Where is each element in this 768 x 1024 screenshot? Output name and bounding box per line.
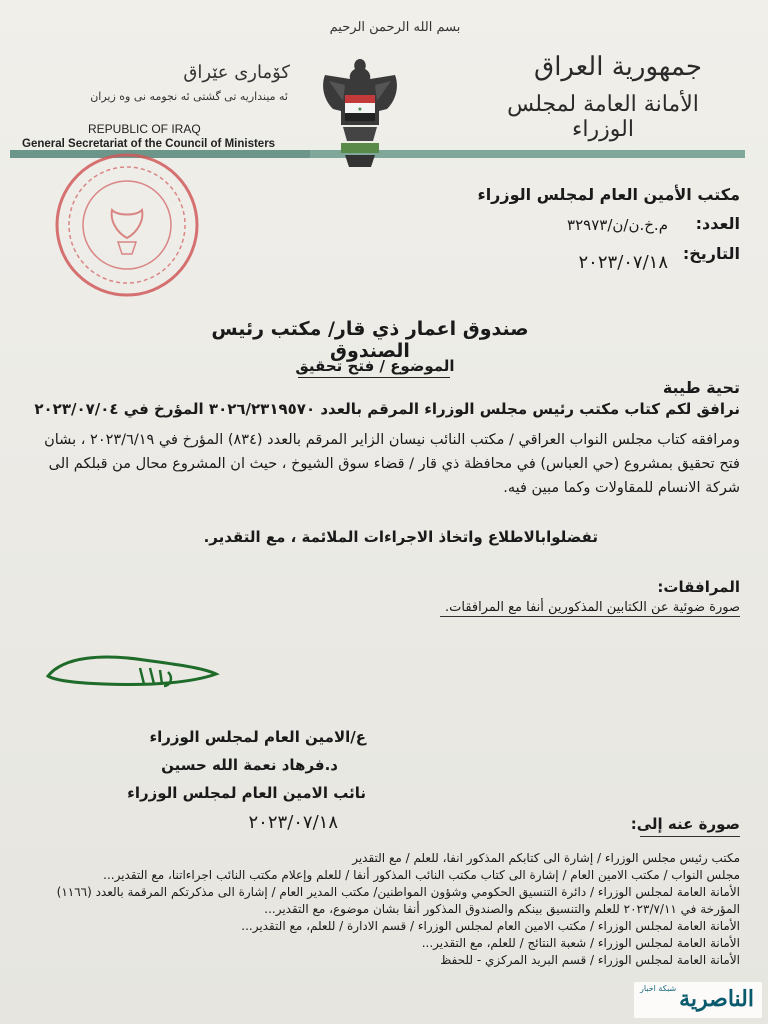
attachment-item: صورة ضوئية عن الكتابين المذكورين أنفا مع المرافقات. [444,600,740,615]
recipient-line: صندوق اعمار ذي قار/ مكتب رئيس الصندوق [211,318,529,362]
handwritten-signature [44,648,224,698]
copy-recipient: مجلس النواب / مكتب الامين العام / إشارة الى كتاب مكتب النائب المذكور أنفا / للعلم وإعلام مكتب النائب اجراءاتنا، مع التقدير... [103,868,740,882]
header-english-secretariat: General Secretariat of the Council of Ministers [22,138,276,150]
closing-line: تفضلوابالاطلاع واتخاذ الاجراءات الملائمة ، مع التقدير. [203,528,598,546]
copies-underline [640,836,740,837]
document-date: ٢٠٢٣/٠٧/١٨ [578,252,668,273]
signatory-title-prefix: ع/الامين العام لمجلس الوزراء [149,728,366,746]
watermark-caption: شبكة اخبار [640,984,677,993]
reference-label: العدد: [695,214,740,233]
copy-recipient: الأمانة العامة لمجلس الوزراء / قسم البريد المركزي - للحفظ [440,953,740,967]
body-line: ومرافقه كتاب مجلس النواب العراقي / مكتب النائب نيسان الزاير المرقم بالعدد (٨٣٤) المؤرخ في ٢٠٢٣/٦/١٩ ، بشان [44,432,740,448]
greeting: تحية طيبة [662,378,740,397]
attachments-label: المرافقات: [657,578,740,596]
svg-text:★: ★ [357,106,363,113]
body-line: فتح تحقيق بمشروع (حي العباس) في محافظة ذي قار / قضاء سوق الشيوخ ، حيث ان المشروع محال من قبلكم الى [48,456,740,472]
attachments-underline [440,616,740,617]
header-kurdish-republic: كۆماری عێراق [183,62,290,83]
subject-underline [298,377,450,378]
copy-recipient: الأمانة العامة لمجلس الوزراء / مكتب الامين العام لمجلس الوزراء / قسم الادارة / للعلم، مع التقدير... [241,919,740,933]
copy-recipient: الأمانة العامة لمجلس الوزراء / دائرة التنسيق الحكومي وشؤون المواطنين/ مكتب المدير العام / إشارة الى مذكرتكم المرقمة بالعدد (١١٦٦) [56,885,740,899]
subject-line: الموضوع / فتح تحقيق [295,357,455,375]
reference-number: م.خ.ن/ن/٣٢٩٧٣ [567,216,668,234]
news-site-watermark [634,982,762,1018]
copy-recipient: مكتب رئيس مجلس الوزراء / إشارة الى كتابكم المذكور انفا، للعلم / مع التقدير [352,851,740,865]
copy-recipient: المؤرخة في ٢٠٢٣/٧/١١ للعلم والتنسيق بينكم والصندوق المذكور أنفا بشان موضوع، مع التقدير... [264,902,740,916]
header-english-republic: REPUBLIC OF IRAQ [88,122,201,136]
copies-list [20,850,740,969]
copies-label: صورة عنه إلى: [630,815,740,833]
header-kurdish-secretariat: ئه مینداریه تی گشتی ئه نجومه نی وه زیران [90,90,288,103]
signature-date: ٢٠٢٣/٠٧/١٨ [248,812,338,833]
header-arabic-secretariat: الأمانة العامة لمجلس الوزراء [507,92,699,142]
body-line: شركة الانسام للمقاولات وكما مبين فيه. [503,480,740,496]
date-label: التاريخ: [682,244,740,263]
official-seal-stamp [52,150,202,300]
issuing-office: مكتب الأمين العام لمجلس الوزراء [477,185,740,204]
signatory-position: نائب الامين العام لمجلس الوزراء [127,784,366,802]
body-line: نرافق لكم كتاب مكتب رئيس مجلس الوزراء المرقم بالعدد ٣٠٢٦/٢٣١٩٥٧٠ المؤرخ في ٢٠٢٣/٠٧/٠٤ [34,400,740,418]
copy-recipient: الأمانة العامة لمجلس الوزراء / شعبة النتائج / للعلم، مع التقدير... [421,936,740,950]
signatory-name: د.فرهاد نعمة الله حسين [161,756,338,774]
header-arabic-republic: جمهورية العراق [534,52,702,82]
bismillah-header: بسم الله الرحمن الرحيم [329,20,461,35]
watermark-brand: الناصرية [679,986,754,1012]
iraq-eagle-emblem-icon [315,55,405,175]
